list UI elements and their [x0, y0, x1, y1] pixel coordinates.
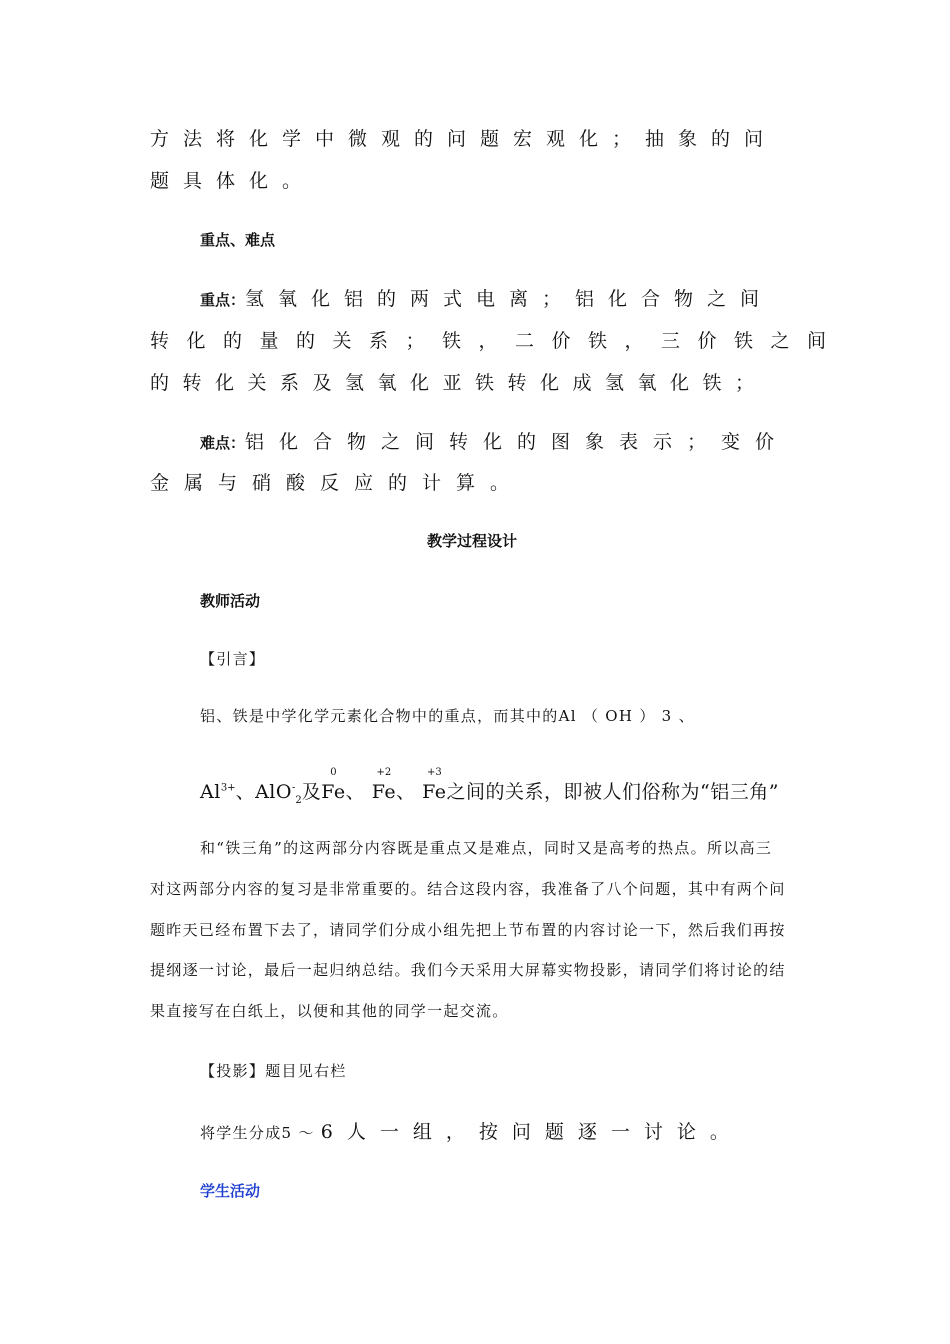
- paragraph-line-5: 果直接写在白纸上，以便和其他的同学一起交流。: [150, 1002, 509, 1020]
- difficulty-line-2: 金属与硝酸反应的计算。: [150, 472, 525, 494]
- paragraph-line-1: 和“铁三角”的这两部分内容既是重点又是难点，同时又是高考的热点。所以高三: [200, 839, 773, 857]
- paragraph-line-2: 对这两部分内容的复习是非常重要的。结合这段内容，我准备了八个问题，其中有两个问: [150, 880, 786, 898]
- key-point-text-1: 氢氧化铝的两式电离；铝化合物之间: [245, 288, 774, 310]
- fe-plus-3: +3 Fe: [422, 767, 447, 803]
- al-ion: $Al^{3+}$: [200, 781, 236, 803]
- fe-0: 0 Fe: [321, 767, 346, 803]
- key-point-line-2: 转化的量的关系；铁，二价铁，三价铁之间: [150, 330, 844, 352]
- fe-plus-2: +2 Fe: [371, 767, 397, 803]
- key-point-line-3: 的转化关系及氢氧化亚铁转化成氢氧化铁；: [150, 372, 768, 394]
- section-title: 教学过程设计: [427, 532, 518, 550]
- difficulty-label: 难点：: [200, 434, 246, 452]
- difficulty-text-1: 铝化合物之间转化的图象表示；变价: [245, 431, 790, 453]
- intro-tag: 【引言】: [200, 650, 266, 668]
- projection-note: 【投影】题目见右栏: [200, 1062, 347, 1080]
- formula-line: $Al^{3+}$、AlO-$_2$及 0 Fe、 +2 Fe、 +3 Fe之间的关系，即被人们俗称为“铝三角”: [200, 767, 779, 806]
- key-point-line-1: [200, 284, 773, 311]
- grouping-instruction: 将学生分成5 ～ 6人一组，按问题逐一讨论。: [200, 1121, 743, 1143]
- key-point-label: 重点：: [200, 291, 246, 309]
- student-activity-heading: 学生活动: [200, 1182, 261, 1200]
- paragraph-line-3: 题昨天已经布置下去了，请同学们分成小组先把上节布置的内容讨论一下，然后我们再按: [150, 921, 786, 939]
- aluminate-ion: AlO-$_2$: [255, 781, 302, 806]
- key-points-heading: 重点、难点: [200, 231, 276, 249]
- intro-line-2: 题具体化。: [150, 170, 316, 192]
- paragraph-line-4: 提纲逐一讨论，最后一起归纳总结。我们今天采用大屏幕实物投影，请同学们将讨论的结: [150, 961, 786, 979]
- intro-text: 铝、铁是中学化学元素化合物中的重点，而其中的Al （ OH ） 3 、: [200, 707, 695, 725]
- intro-line-1: 方法将化学中微观的问题宏观化；抽象的问: [150, 128, 778, 150]
- teacher-activity-heading: 教师活动: [200, 592, 261, 610]
- difficulty-line-1: [200, 427, 789, 454]
